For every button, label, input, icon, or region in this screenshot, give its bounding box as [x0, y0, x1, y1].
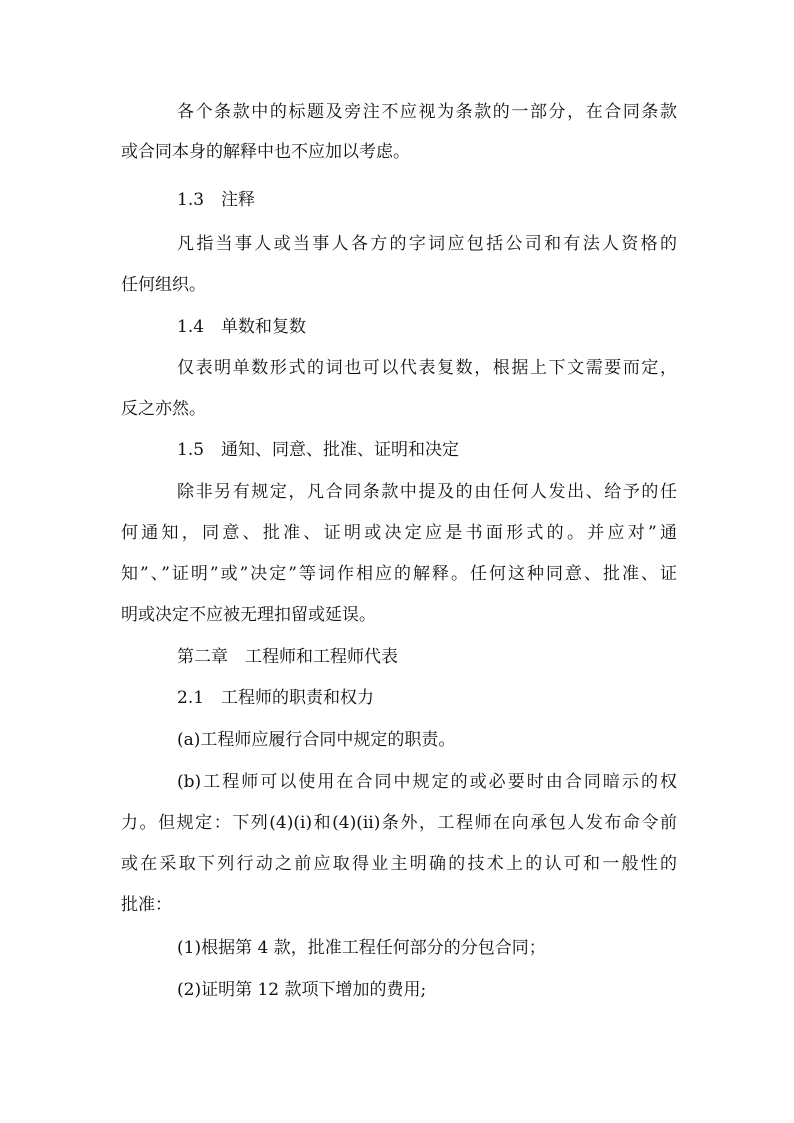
section-heading-2-1: 2.1 工程师的职责和权力 — [177, 688, 375, 708]
section-heading-1-5: 1.5 通知、同意、批准、证明和决定 — [177, 440, 460, 460]
text-line: 除非另有规定，凡合同条款中提及的由任何人发出、给予的任 — [177, 482, 677, 502]
text-line: 反之亦然。 — [121, 399, 206, 419]
text-line: 各个条款中的标题及旁注不应视为条款的一部分，在合同条款 — [177, 102, 677, 122]
text-line: 仅表明单数形式的词也可以代表复数，根据上下文需要而定， — [177, 358, 677, 378]
section-heading-1-4: 1.4 单数和复数 — [177, 317, 307, 337]
text-line: (a)工程师应履行合同中规定的职责。 — [177, 730, 456, 750]
text-line: 力。但规定：下列(4)(i)和(4)(ii)条外，工程师在向承包人发布命令前 — [121, 813, 677, 833]
text-line: 凡指当事人或当事人各方的字词应包括公司和有法人资格的 — [177, 234, 677, 254]
text-line: 任何组织。 — [121, 275, 206, 295]
text-line: 明或决定不应被无理扣留或延误。 — [121, 605, 376, 625]
text-line: 批准： — [121, 895, 172, 915]
text-line: (2)证明第 12 款项下增加的费用; — [177, 980, 427, 1000]
text-line: 何通知，同意、批准、证明或决定应是书面形式的。并应对”通 — [121, 523, 677, 543]
text-line: 知”、”证明”或”决定”等词作相应的解释。任何这种同意、批准、证 — [121, 564, 677, 584]
text-line: 或合同本身的解释中也不应加以考虑。 — [121, 142, 410, 162]
chapter-heading-2: 第二章 工程师和工程师代表 — [177, 647, 398, 667]
text-line: 或在采取下列行动之前应取得业主明确的技术上的认可和一般性的 — [121, 854, 677, 874]
text-line: (1)根据第 4 款，批准工程任何部分的分包合同； — [177, 938, 546, 958]
section-heading-1-3: 1.3 注释 — [177, 190, 256, 210]
text-line: (b)工程师可以使用在合同中规定的或必要时由合同暗示的权 — [177, 772, 677, 792]
